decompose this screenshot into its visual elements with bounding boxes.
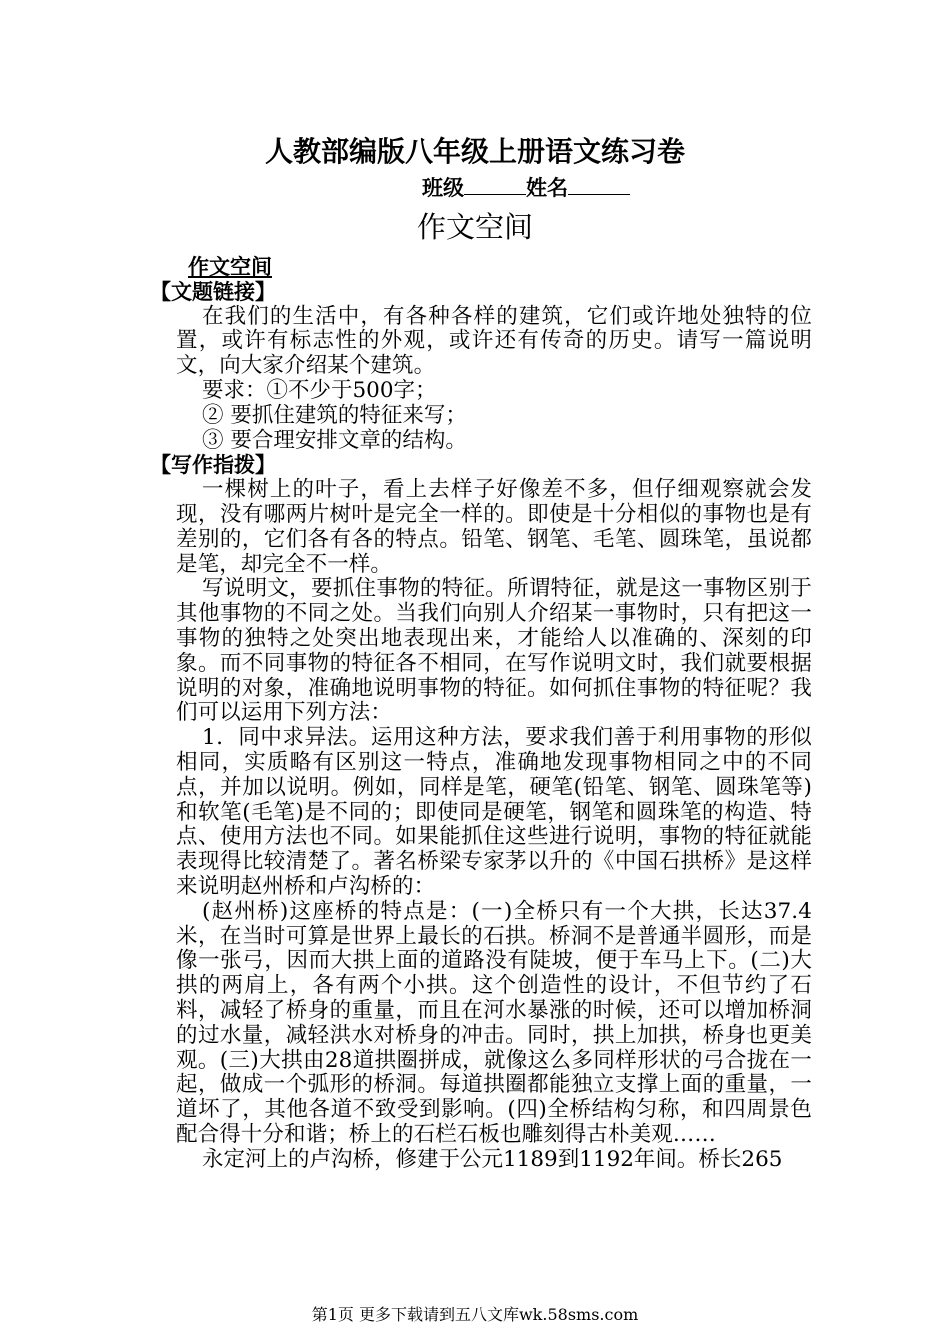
class-blank[interactable] — [464, 172, 526, 195]
guide-paragraph-2: 写说明文，要抓住事物的特征。所谓特征，就是这一事物区别于其他事物的不同之处。当我们向别人介绍某一事物时，只有把这一事物的独特之处突出地表现出来，才能给人以准确的、深刻的印象。而不同事物的特征各不相同，在写作说明文时，我们就要根据说明的对象，准确地说明事物的特征。如何抓住事物的特征呢？我们可以运用下列方法： — [176, 576, 812, 726]
class-label: 班级 — [422, 176, 464, 200]
class-name-line — [422, 172, 630, 203]
page-title: 人教部编版八年级上册语文练习卷 — [264, 135, 685, 168]
subtitle: 作文空间 — [416, 210, 533, 244]
section-title: 作文空间 — [188, 255, 272, 279]
guide-paragraph-1: 一棵树上的叶子，看上去样子好像差不多，但仔细观察就会发现，没有哪两片树叶是完全一样的。即使是十分相似的事物也是有差别的，它们各有各的特点。铅笔、钢笔、毛笔、圆珠笔，虽说都是笔，却完全不一样。 — [176, 477, 812, 577]
requirement-1: 要求：①不少于500字； — [202, 377, 437, 403]
name-label: 姓名 — [526, 176, 568, 200]
page-footer: 第1页 更多下载请到五八文库wk.58sms.com — [311, 1305, 639, 1324]
requirement-3: ③ 要合理安排文章的结构。 — [202, 427, 467, 453]
topic-paragraph: 在我们的生活中，有各种各样的建筑，它们或许地处独特的位置，或许有标志性的外观，或许还有传奇的历史。请写一篇说明文，向大家介绍某个建筑。 — [176, 303, 812, 379]
requirement-2: ② 要抓住建筑的特征来写； — [202, 402, 467, 428]
name-blank[interactable] — [568, 172, 630, 195]
quote-paragraph: (赵州桥)这座桥的特点是：(一)全桥只有一个大拱，长达37.4米，在当时可算是世界上最长的石拱。桥洞不是普通半圆形，而是像一张弓，因而大拱上面的道路没有陡坡，便于车马上下。(二)大拱的两肩上，各有两个小拱。这个创造性的设计，不但节约了石料，减轻了桥身的重量，而且在河水暴涨的时候，还可以增加桥洞的过水量，减轻洪水对桥身的冲击。同时，拱上加拱，桥身也更美观。(三)大拱由28道拱圈拼成，就像这么多同样形状的弓合拢在一起，做成一个弧形的桥洞。每道拱圈都能独立支撑上面的重量，一道坏了，其他各道不致受到影响。(四)全桥结构匀称，和四周景色配合得十分和谐；桥上的石栏石板也雕刻得古朴美观…… — [176, 898, 812, 1147]
guide-paragraph-3: 1．同中求异法。运用这种方法，要求我们善于利用事物的形似相同，实质略有区别这一特点，准确地发现事物相同之中的不同点，并加以说明。例如，同样是笔，硬笔(铅笔、钢笔、圆珠笔等)和软笔(毛笔)是不同的；即使同是硬笔，钢笔和圆珠笔的构造、特点、使用方法也不同。如果能抓住这些进行说明，事物的特征就能表现得比较清楚了。著名桥梁专家茅以升的《中国石拱桥》是这样来说明赵州桥和卢沟桥的： — [176, 725, 812, 899]
guide-paragraph-5: 永定河上的卢沟桥，修建于公元1189到1192年间。桥长265 — [202, 1146, 783, 1172]
topic-heading: 【文题链接】 — [150, 279, 276, 304]
document-body — [150, 255, 812, 1172]
guide-heading: 【写作指拨】 — [150, 453, 276, 478]
